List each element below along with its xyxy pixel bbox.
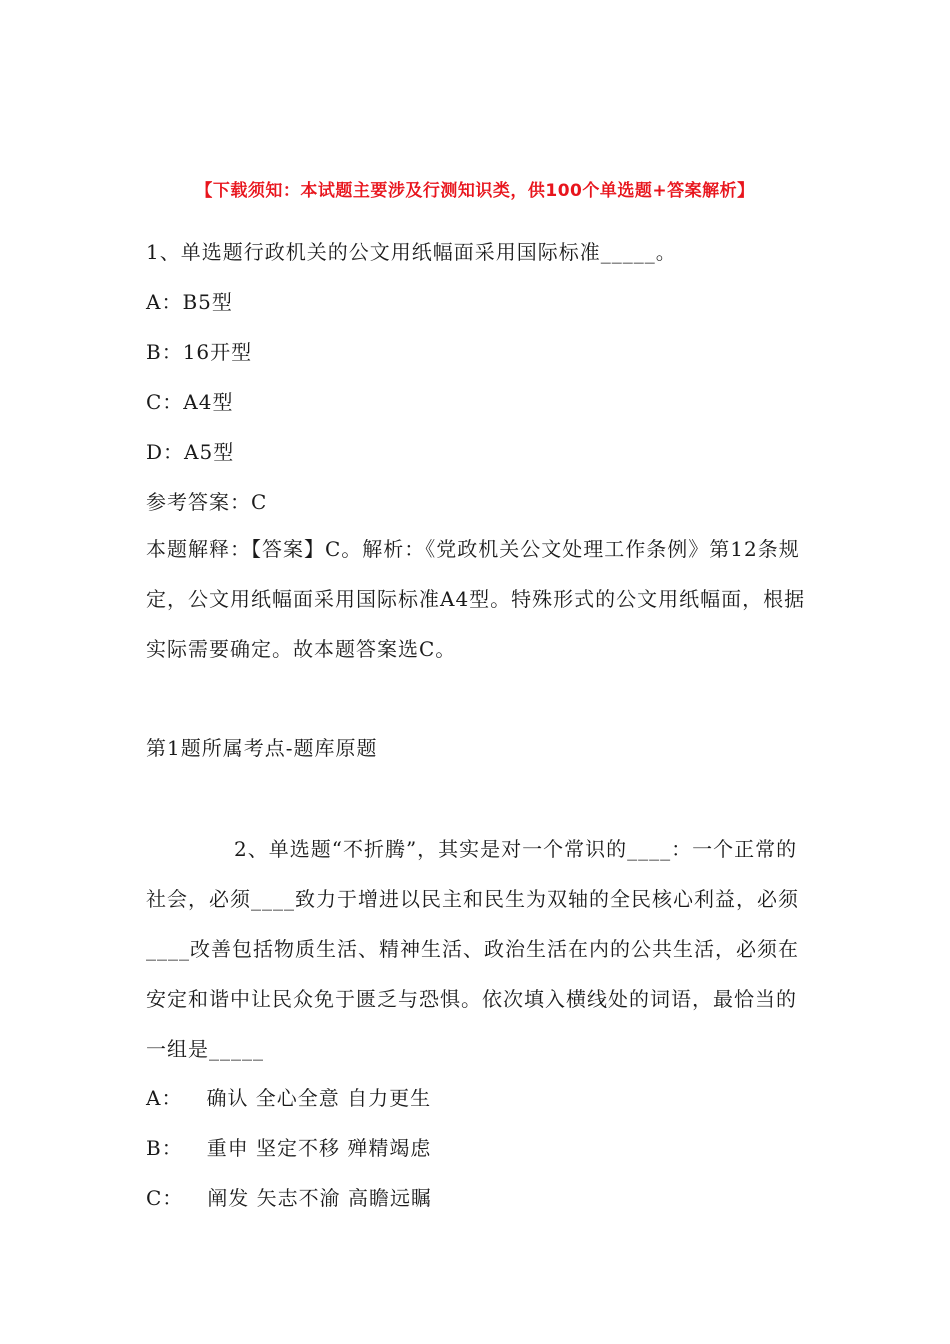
question-1-answer: 参考答案：C (146, 490, 268, 514)
question-1-option-c: C：A4型 (146, 390, 234, 414)
question-1-explanation: 本题解释：【答案】C。解析：《党政机关公文处理工作条例》第12条规定，公文用纸幅面采用国际标准A4型。特殊形式的公文用纸幅面，根据实际需要确定。故本题答案选C。 (146, 537, 806, 661)
option-letter: C： (146, 1186, 184, 1210)
option-letter: A： (146, 1086, 183, 1110)
question-2-option-a (146, 1084, 431, 1112)
option-text: 确认 全心全意 自力更生 (206, 1086, 432, 1110)
question-2-stem: 2、单选题“不折腾”，其实是对一个常识的____：一个正常的社会，必须____致力于增进以民主和民生为双轴的全民核心利益，必须____改善包括物质生活、精神生活、政治生活在内的公共生活，必须在安定和谐中让民众免于匮乏与恐惧。依次填入横线处的词语，最恰当的一组是_____ (146, 837, 799, 1061)
option-letter: B： (146, 1136, 183, 1160)
download-notice: 【下载须知：本试题主要涉及行测知识类，供100个单选题+答案解析】 (195, 181, 755, 201)
option-text: 重申 坚定不移 殚精竭虑 (206, 1136, 432, 1160)
question-1-option-b: B：16开型 (146, 340, 253, 364)
question-1-stem: 1、单选题行政机关的公文用纸幅面采用国际标准_____。 (146, 240, 677, 264)
question-1-option-a: A：B5型 (146, 290, 233, 314)
question-1-option-d: D：A5型 (146, 440, 235, 464)
question-1-source: 第1题所属考点-题库原题 (146, 736, 378, 760)
option-text: 阐发 矢志不渝 高瞻远瞩 (207, 1186, 433, 1210)
question-2-option-c (146, 1184, 432, 1212)
question-2-option-b (146, 1134, 431, 1162)
